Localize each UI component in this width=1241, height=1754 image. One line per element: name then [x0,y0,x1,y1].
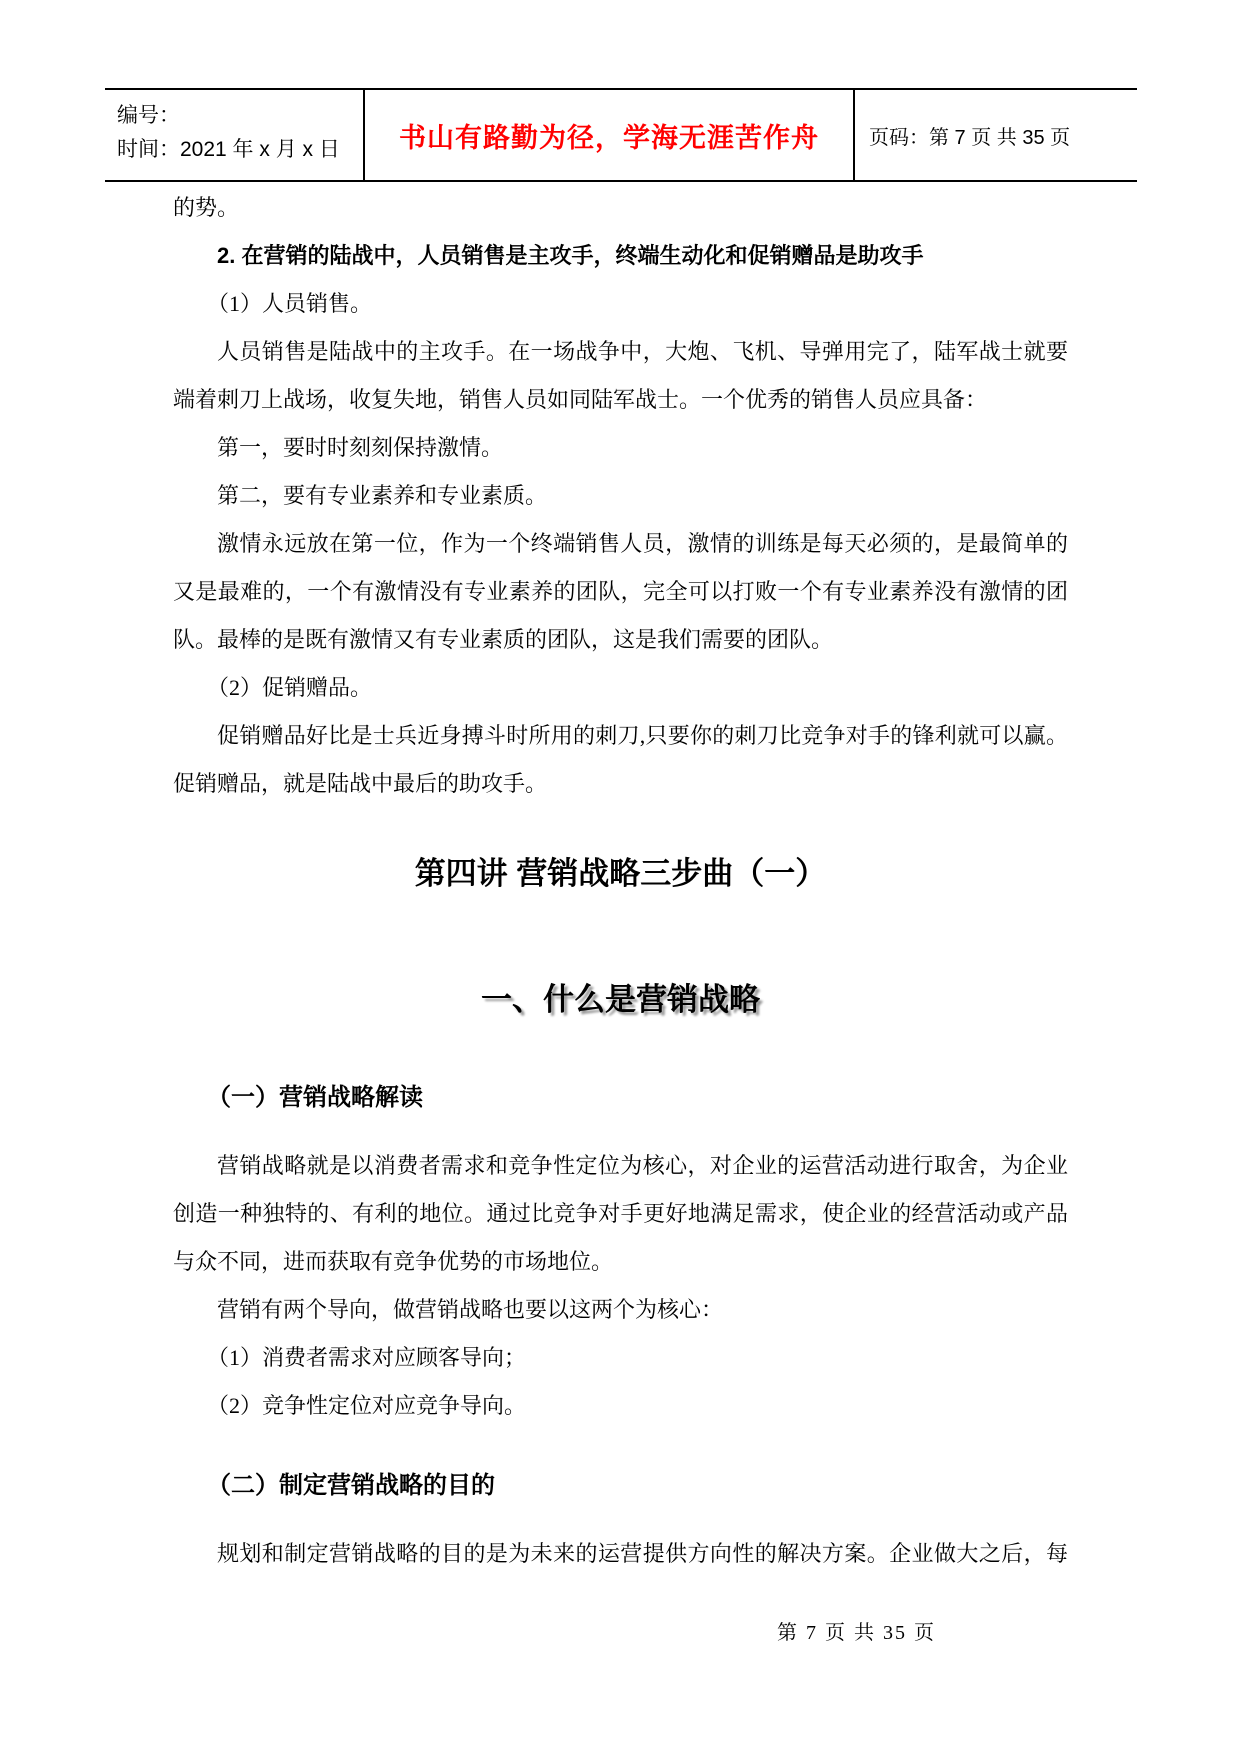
subsection-heading: （一）营销战略解读 [207,1084,423,1111]
text-line: （2）竞争性定位对应竞争导向。 [207,1393,527,1418]
subsection-heading: （二）制定营销战略的目的 [207,1472,495,1499]
text-line: 的势。 [173,195,240,220]
text-line: 规划和制定营销战略的目的是为未来的运营提供方向性的解决方案。企业做大之后，每 [217,1541,1068,1566]
section-title: 一、什么是营销战略 [481,982,760,1017]
text-line: 与众不同，进而获取有竞争优势的市场地位。 [173,1249,614,1274]
text-line: 人员销售是陆战中的主攻手。在一场战争中，大炮、飞机、导弹用完了，陆军战士就要 [217,339,1068,364]
text-line: （2）促销赠品。 [207,675,373,700]
motto-text: 书山有路勤为径，学海无涯苦作舟 [399,122,819,153]
text-line: 促销赠品好比是士兵近身搏斗时所用的刺刀,只要你的刺刀比竞争对手的锋利就可以赢。 [217,723,1068,748]
chapter-title: 第四讲 营销战略三步曲（一） [414,856,827,891]
footer-page-number: 第 7 页 共 35 页 [777,1622,936,1644]
page-footer [173,1616,936,1645]
text-line: 又是最难的，一个有激情没有专业素养的团队，完全可以打败一个有专业素养没有激情的团 [173,579,1068,604]
page-number-label: 页码：第 7 页 共 35 页 [869,126,1071,149]
text-line: 第二，要有专业素养和专业素质。 [217,483,548,508]
text-line: 创造一种独特的、有利的地位。通过比竞争对手更好地满足需求，使企业的经营活动或产品 [173,1201,1068,1226]
text-line: 营销有两个导向，做营销战略也要以这两个为核心： [217,1297,724,1322]
document-number-label: 编号： [117,104,180,127]
header-cell-page-number [855,90,1137,180]
text-line: 第一，要时时刻刻保持激情。 [217,435,504,460]
document-body [173,184,1068,1578]
text-line: 端着刺刀上战场，收复失地，销售人员如同陆军战士。一个优秀的销售人员应具备： [173,387,988,412]
text-line: 营销战略就是以消费者需求和竞争性定位为核心，对企业的运营活动进行取舍，为企业 [217,1153,1068,1178]
header-table [105,88,1137,182]
text-line: （1）人员销售。 [207,291,373,316]
text-line: 促销赠品，就是陆战中最后的助攻手。 [173,771,548,796]
text-line: 队。最棒的是既有激情又有专业素质的团队，这是我们需要的团队。 [173,627,834,652]
header-cell-info [105,90,365,180]
header-cell-motto [365,90,855,180]
text-line: （1）消费者需求对应顾客导向； [207,1345,527,1370]
numbered-heading: 2. 在营销的陆战中，人员销售是主攻手，终端生动化和促销赠品是助攻手 [217,243,924,268]
document-time-label: 时间：2021 年 x 月 x 日 [117,138,340,161]
text-line: 激情永远放在第一位，作为一个终端销售人员，激情的训练是每天必须的，是最简单的 [217,531,1068,556]
